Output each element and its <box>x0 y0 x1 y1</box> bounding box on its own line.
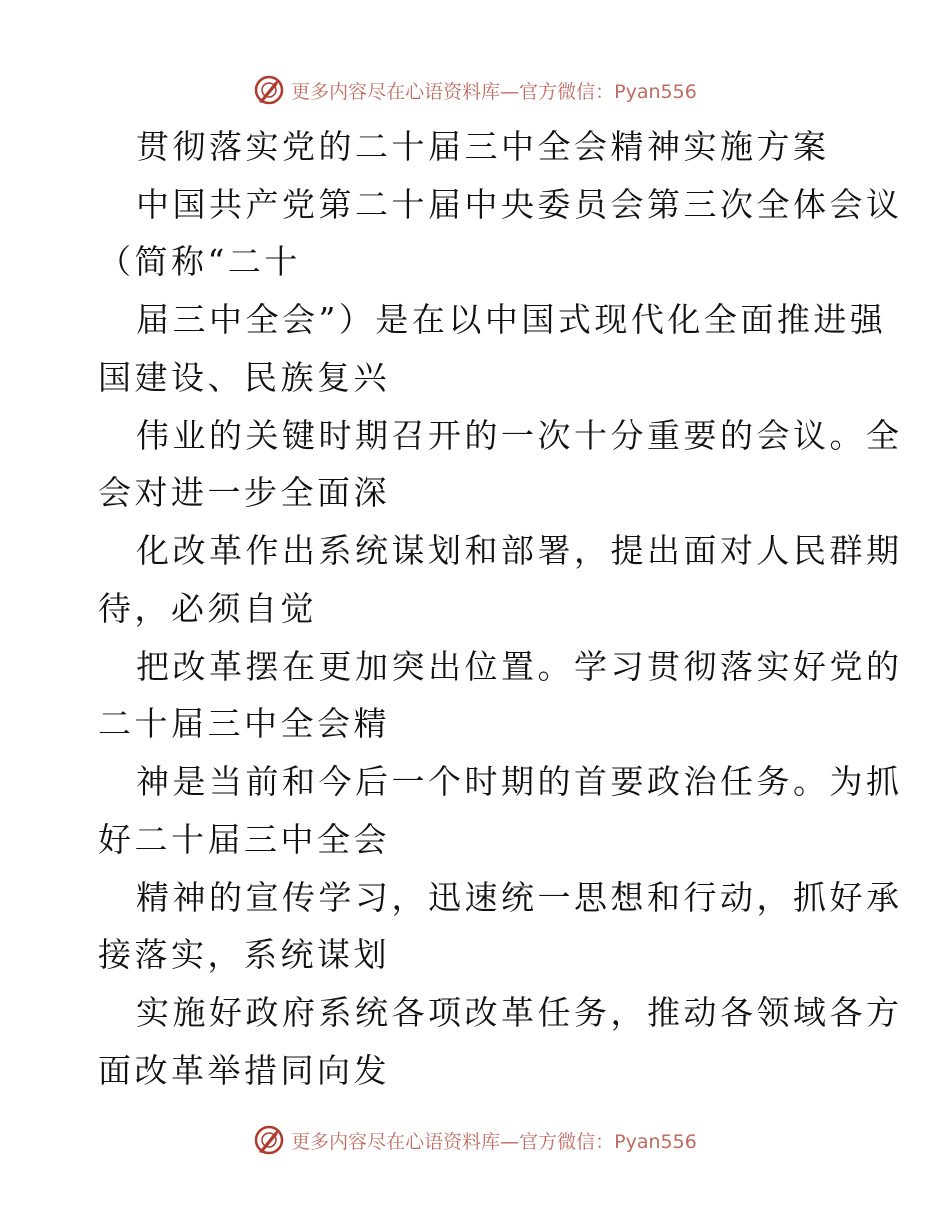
paragraph-line: 化改革作出系统谋划和部署，提出面对人民群期 <box>136 531 903 570</box>
paragraph-line: 待，必须自觉 <box>98 589 317 628</box>
paragraph-line: 届三中全会”）是在以中国式现代化全面推进强 <box>136 300 887 339</box>
banner-text: 更多内容尽在心语资料库—官方微信：Pyan556 <box>291 1130 697 1153</box>
footer-banner <box>0 1120 950 1160</box>
paragraph-line: 会对进一步全面深 <box>98 473 390 512</box>
document-title: 贯彻落实党的二十届三中全会精神实施方案 <box>136 127 830 166</box>
paragraph-line: 伟业的关键时期召开的一次十分重要的会议。全 <box>136 416 903 455</box>
paragraph-line: 把改革摆在更加突出位置。学习贯彻落实好党的 <box>136 647 903 686</box>
paragraph-line: 中国共产党第二十届中央委员会第三次全体会议 <box>136 185 903 224</box>
quill-logo-icon <box>253 1124 285 1156</box>
paragraph-line: 接落实，系统谋划 <box>98 935 390 974</box>
paragraph-line: 精神的宣传学习，迅速统一思想和行动，抓好承 <box>136 878 903 917</box>
paragraph-line: （简称“二十 <box>98 242 301 281</box>
paragraph-line: 面改革举措同向发 <box>98 1051 390 1090</box>
paragraph-line: 国建设、民族复兴 <box>98 358 390 397</box>
banner-text: 更多内容尽在心语资料库—官方微信：Pyan556 <box>291 80 697 103</box>
paragraph-line: 实施好政府系统各项改革任务，推动各领域各方 <box>136 993 903 1032</box>
paragraph-line: 好二十届三中全会 <box>98 820 390 859</box>
paragraph-line: 二十届三中全会精 <box>98 704 390 743</box>
header-banner <box>0 70 950 110</box>
paragraph-line: 神是当前和今后一个时期的首要政治任务。为抓 <box>136 762 903 801</box>
quill-logo-icon <box>253 74 285 106</box>
